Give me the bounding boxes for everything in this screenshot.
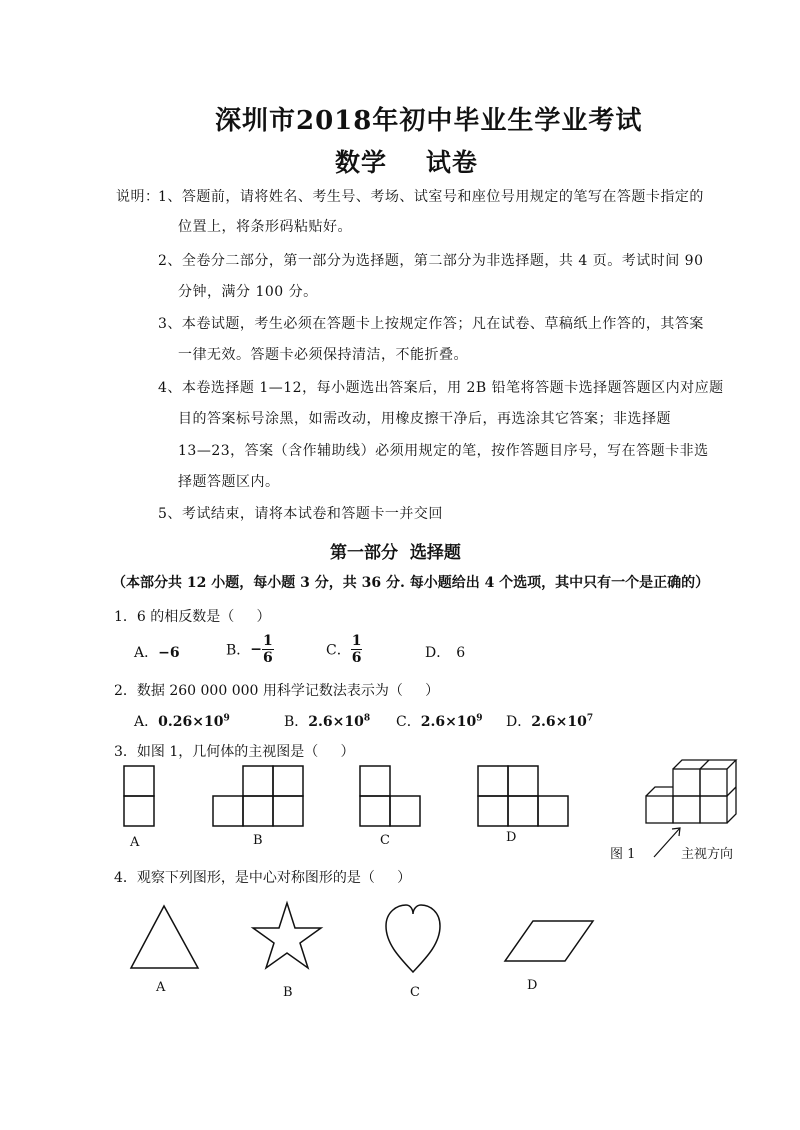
instruction-line: 2、全卷分二部分，第一部分为选择题，第二部分为非选择题，共 4 页。考试时间 90: [158, 253, 704, 269]
q4-label-b: B: [283, 985, 293, 1000]
q3-view-a: [124, 766, 154, 826]
q3-figure-1-solid: [646, 760, 736, 823]
instruction-line: 分钟，满分 100 分。: [178, 284, 318, 300]
q3-view-c: [360, 766, 420, 826]
fraction-denominator: 6: [263, 650, 273, 666]
option-exponent: 9: [223, 713, 230, 724]
instruction-line: 目的答案标号涂黑，如需改动，用橡皮擦干净后，再选涂其它答案；非选择题: [178, 411, 671, 427]
option-sign: −: [250, 641, 263, 658]
part1-title: 第一部分 选择题: [330, 543, 461, 563]
q3-view-b: [213, 766, 303, 826]
q4-label-d: D: [527, 978, 538, 993]
instruction-line: 5、考试结束，请将本试卷和答题卡一并交回: [158, 506, 443, 522]
q3-label-d: D: [506, 830, 517, 845]
option-value: 2.6×10: [308, 714, 364, 730]
instruction-line: 一律无效。答题卡必须保持清洁，不能折叠。: [178, 347, 468, 363]
option-label: D．: [425, 645, 451, 661]
option-exponent: 7: [586, 713, 594, 724]
instruction-line: 13—23，答案（含作辅助线）必须用规定的笔，按作答题目序号，写在答题卡非选: [178, 443, 709, 459]
option-exponent: 9: [476, 713, 483, 724]
fraction-numerator: 1: [351, 633, 362, 649]
q4-shape-parallelogram: [505, 921, 593, 961]
q3-label-a: A: [130, 835, 140, 850]
option-label: D．: [506, 714, 532, 730]
option-label: A．: [134, 714, 159, 730]
q3-view-d: [478, 766, 568, 826]
q3-label-b: B: [253, 833, 263, 848]
exam-title: 深圳市2018年初中毕业生学业考试: [215, 106, 643, 136]
part1-note: （本部分共 12 小题，每小题 3 分，共 36 分. 每小题给出 4 个选项，其中只有一个是正确的）: [112, 575, 710, 591]
option-value: 2.6×10: [531, 714, 587, 730]
option-label: B．: [284, 714, 309, 730]
q4-label-a: A: [156, 980, 166, 995]
q1-stem: 1．6 的相反数是（ ）: [114, 609, 271, 625]
instructions-lead: 说明：: [116, 189, 160, 205]
q4-shape-triangle: [131, 906, 198, 968]
q3-stem: 3．如图 1，几何体的主视图是（ ）: [114, 744, 355, 760]
fraction-numerator: 1: [263, 633, 273, 649]
option-value: −6: [158, 645, 180, 661]
q3-figure-caption: 图 1: [610, 847, 636, 862]
q4-label-c: C: [410, 985, 420, 1000]
instruction-line: 4、本卷选择题 1—12，每小题选出答案后，用 2B 铅笔将答题卡选择题答题区内对应题: [158, 380, 724, 396]
q3-label-c: C: [380, 833, 390, 848]
instruction-line: 3、本卷试题，考生必须在答题卡上按规定作答；凡在试卷、草稿纸上作答的，其答案: [158, 316, 704, 332]
exam-subtitle: 数学 试卷: [335, 148, 478, 177]
instruction-line: 位置上，将条形码粘贴好。: [178, 219, 352, 235]
q4-stem: 4．观察下列图形，是中心对称图形的是（ ）: [114, 870, 412, 886]
view-direction-arrow: [654, 828, 680, 857]
instruction-line: 1、答题前，请将姓名、考生号、考场、试室号和座位号用规定的笔写在答题卡指定的: [158, 189, 704, 205]
option-label: A．: [134, 645, 159, 661]
q4-shape-heart: [386, 905, 440, 972]
option-value: 6: [456, 645, 466, 661]
fraction-denominator: 6: [351, 650, 362, 666]
q3-view-direction-label: 主视方向: [681, 847, 734, 862]
option-label: B．: [226, 642, 251, 659]
instruction-line: 择题答题区内。: [178, 474, 280, 490]
q2-stem: 2．数据 260 000 000 用科学记数法表示为（ ）: [114, 683, 440, 699]
option-value: 0.26×10: [158, 714, 224, 730]
q4-shape-star: [253, 903, 321, 968]
option-exponent: 8: [363, 713, 371, 724]
option-label: C．: [326, 642, 351, 659]
option-value: 2.6×10: [420, 714, 477, 730]
option-label: C．: [396, 714, 421, 730]
